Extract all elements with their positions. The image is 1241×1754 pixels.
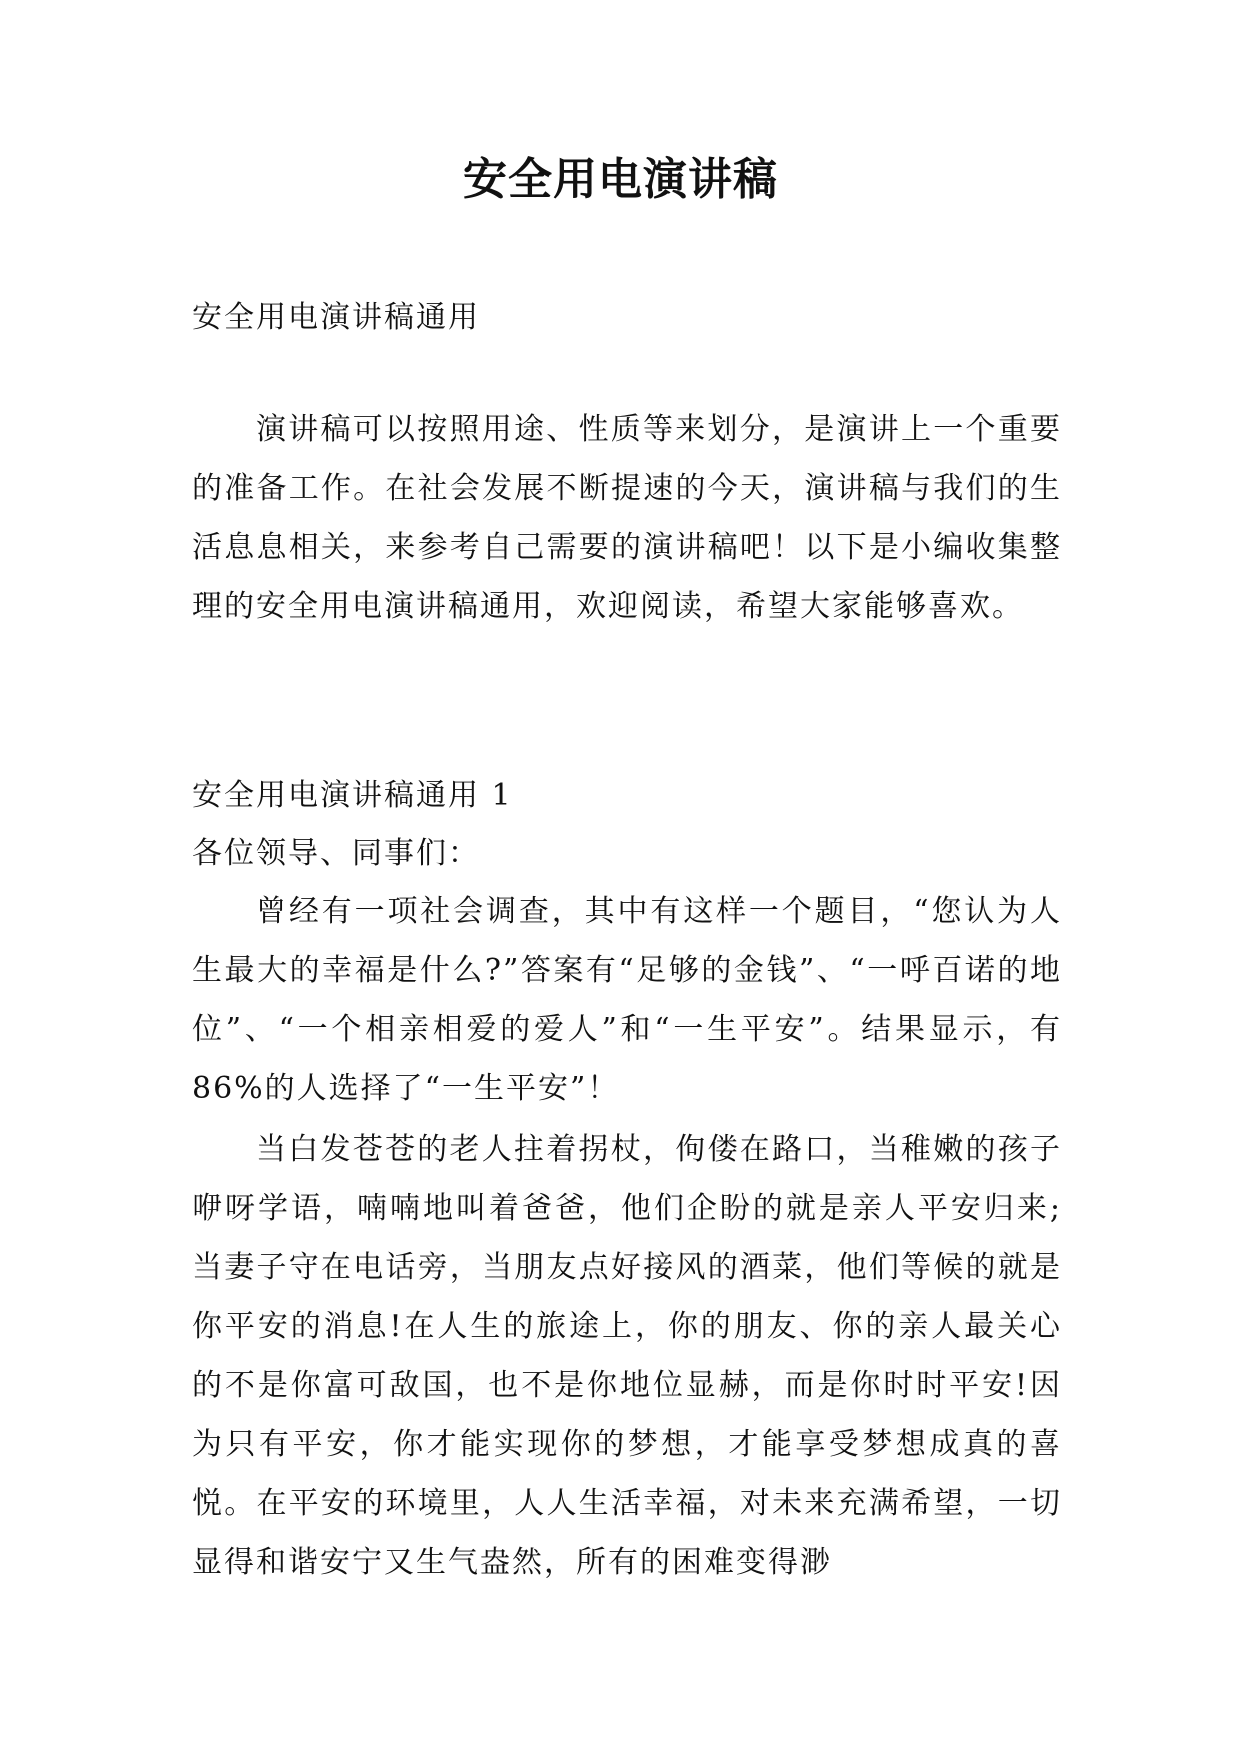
body-paragraph: 曾经有一项社会调查，其中有这样一个题目，“您认为人生最大的幸福是什么?”答案有“足够的金钱”、“一呼百诺的地位”、“一个相亲相爱的爱人”和“一生平安”。结果显示，有 86%的人选择了“一生平安”！ <box>192 894 1062 1106</box>
body-paragraph: 当白发苍苍的老人拄着拐杖，佝偻在路口，当稚嫩的孩子咿呀学语，喃喃地叫着爸爸，他们企盼的就是亲人平安归来;当妻子守在电话旁，当朋友点好接风的酒菜，他们等候的就是你平安的消息!在人生的旅途上，你的朋友、你的亲人最关心的不是你富可敌国，也不是你地位显赫，而是你时时平安!因为只有平安，你才能实现你的梦想，才能享受梦想成真的喜悦。在平安的环境里，人人生活幸福，对未来充满希望，一切显得和谐安宁又生气盎然，所有的困难变得渺 <box>192 1132 1062 1580</box>
section-heading: 安全用电演讲稿通用 1 <box>192 778 513 813</box>
salutation: 各位领导、同事们： <box>192 836 480 871</box>
document-title: 安全用电演讲稿 <box>463 154 778 205</box>
intro-paragraph: 演讲稿可以按照用途、性质等来划分，是演讲上一个重要的准备工作。在社会发展不断提速的今天，演讲稿与我们的生活息息相关，来参考自己需要的演讲稿吧！以下是小编收集整理的安全用电演讲稿通用，欢迎阅读，希望大家能够喜欢。 <box>192 412 1062 624</box>
document-subtitle: 安全用电演讲稿通用 <box>192 300 480 335</box>
